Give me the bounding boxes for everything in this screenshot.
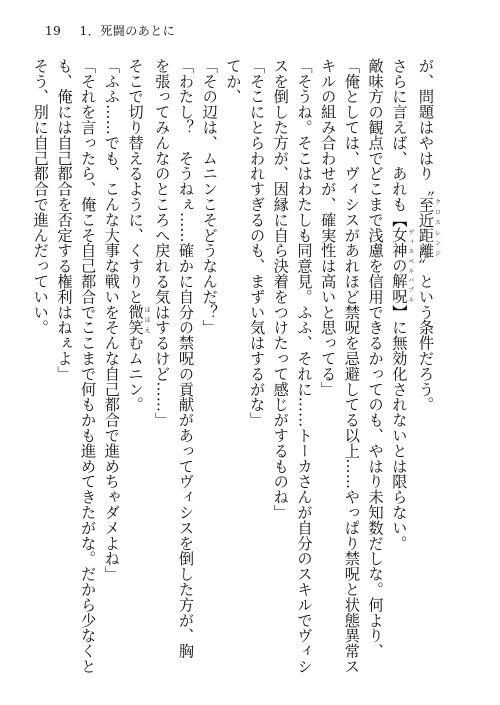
text-line-7: スを倒した方が、因縁に自ら決着をつけたって感じがするものね」 bbox=[271, 58, 290, 520]
text-line-6: 「そうね。そこはわたしも同意見。ふふ、それに……トーカさんが自分のスキルでヴィシ bbox=[295, 58, 314, 674]
text-line-11: 「わたし？ そうねぇ……確かに自分の禁呪の貢献があってヴィシスを倒した方が、胸 bbox=[176, 58, 195, 659]
text-line-9: てか、 bbox=[224, 58, 243, 105]
text-line-10: 「その辺は、ムニンこそどうなんだ？」 bbox=[200, 58, 219, 336]
chapter-title: 1．死闘のあとに bbox=[79, 24, 176, 38]
page-number: 19 bbox=[45, 24, 62, 38]
vertical-text-body bbox=[31, 58, 441, 674]
text-line-8: 「そこにとらわれすぎるのも、まずい気はするがな」 bbox=[248, 58, 267, 428]
ruby-hohoemu: 微笑ほほえ bbox=[126, 304, 151, 336]
text-line-5: キルの組み合わせが、確実性は高いと思ってる」 bbox=[319, 58, 338, 397]
text-line-1: が、問題はやはり〝至近距離クロスレンジ〟という条件だろう。 bbox=[417, 58, 441, 413]
text-line-17: そう、別に自己都合で進んだっていい。 bbox=[31, 58, 50, 336]
text-line-12: を張ってみんなのところへ戻れる気はするけど……」 bbox=[153, 58, 172, 428]
running-header bbox=[45, 22, 189, 39]
ruby-shikinkyori: 至近距離クロスレンジ bbox=[417, 196, 441, 259]
text-line-15: 「それを言ったら、俺こそ自己都合でここまで何もかも進めてきたがな。だから少なくと bbox=[79, 58, 98, 674]
text-line-4: 「俺としては、ヴィシスがあれほど禁呪を忌避してる以上……やっぱり禁呪と状態異常ス bbox=[342, 58, 361, 674]
text-line-3: 敵味方の観点でどこまで浅慮を信用できるかってのも、やはり未知数だしな。何より、 bbox=[366, 58, 385, 659]
text-line-16: も、俺には自己都合を否定する権利はねぇよ」 bbox=[55, 58, 74, 382]
ruby-megami-kaijo: 女神の解呪ディスペルバブル bbox=[390, 227, 414, 305]
text-line-13: そこで切り替えるように、くすりと微笑ほほえむムニン。 bbox=[126, 58, 151, 413]
text-line-2: さらに言えば、あれも【女神の解呪ディスペルバブル】に無効化されないとは限らない。 bbox=[390, 58, 414, 551]
text-line-14: 「ふふ……でも、こんな大事な戦いをそんな自己都合で進めちゃダメよね」 bbox=[102, 58, 121, 582]
